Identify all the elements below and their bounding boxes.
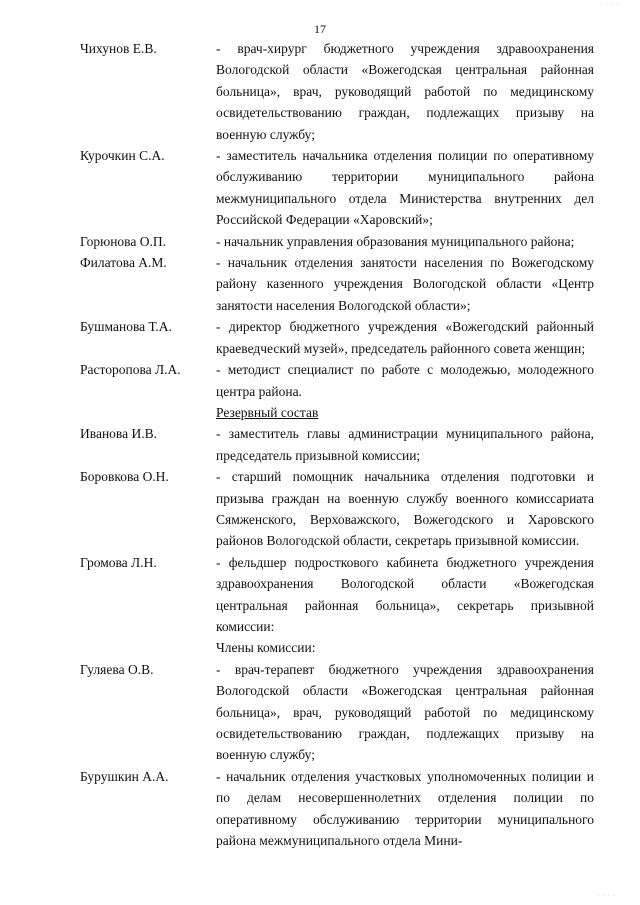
members-composition — [80, 659, 596, 852]
list-entry — [80, 659, 596, 766]
reserve-heading: Резервный состав — [216, 404, 319, 420]
person-role: - заместитель начальника отделения полиции по оперативному обслуживанию территории муниципального района межмуниципального отдела Министерства внутренних дел Российской Федерации «Харовский»; — [216, 148, 594, 228]
list-entry — [80, 145, 596, 231]
list-entry — [80, 466, 596, 552]
list-entry — [80, 252, 596, 316]
person-name: Гуляева О.В. — [80, 661, 154, 677]
person-name: Иванова И.В. — [80, 426, 157, 442]
list-entry — [80, 38, 596, 145]
members-heading: Члены комиссии: — [216, 640, 316, 656]
person-role: - директор бюджетного учреждения «Вожегодский районный краеведческий музей», председатель районного совета женщин; — [216, 319, 594, 356]
person-name: Горюнова О.П. — [80, 233, 166, 249]
list-entry — [80, 359, 596, 402]
person-role: - фельдшер подросткового кабинета бюджетного учреждения здравоохранения Вологодской области «Вожегодская центральная районная больница», секретарь призывной комиссии: — [216, 554, 594, 634]
person-name: Филатова А.М. — [80, 255, 167, 271]
reserve-composition — [80, 423, 596, 637]
list-entry — [80, 316, 596, 359]
main-composition — [80, 38, 596, 402]
person-name: Чихунов Е.В. — [80, 41, 157, 56]
list-entry — [80, 423, 596, 466]
person-role: - начальник отделения участковых уполномоченных полиции и по делам несовершеннолетних отделения полиции по оперативному обслуживанию территории муниципального района межмуниципального отдела Мини- — [216, 768, 594, 849]
page-number: 17 — [314, 22, 326, 36]
list-entry — [80, 552, 596, 638]
person-role: - врач-хирург бюджетного учреждения здравоохранения Вологодской области «Вожегодская центральная районная больница», врач, руководящий работой по медицинскому освидетельствованию граждан, подлежащих призыву на военную службу; — [216, 41, 594, 142]
person-role: - старший помощник начальника отделения подготовки и призыва граждан на военную службу военного комиссариата Сямженского, Верховажского, Вожегодского и Харовского районов Вологодской области, секретарь призывной комиссии. — [216, 469, 594, 549]
list-entry — [80, 231, 596, 252]
person-role: - начальник управления образования муниципального района; — [216, 233, 575, 249]
list-entry — [80, 766, 596, 852]
person-name: Боровкова О.Н. — [80, 469, 169, 485]
person-name: Громова Л.Н. — [80, 554, 157, 570]
person-name: Бурушкин А.А. — [80, 768, 169, 784]
scan-artifact-top: · · · · — [600, 2, 620, 8]
person-name: Расторопова Л.А. — [80, 362, 181, 378]
commission-list — [80, 38, 596, 851]
person-role: - врач-терапевт бюджетного учреждения здравоохранения Вологодской области «Вожегодская центральная районная больница», врач, руководящий работой по медицинскому освидетельствованию граждан, подлежащих призыву на военную службу; — [216, 661, 594, 763]
person-name: Бушманова Т.А. — [80, 319, 172, 335]
person-role: - методист специалист по работе с молодежью, молодежного центра района. — [216, 362, 594, 399]
person-role: - начальник отделения занятости населения по Вожегодскому району казенного учреждения Вологодской области «Центр занятости населения Вологодской области»; — [216, 255, 594, 313]
person-name: Курочкин С.А. — [80, 148, 165, 164]
person-role: - заместитель главы администрации муниципального района, председатель призывной комиссии; — [216, 426, 594, 463]
scan-artifact-bottom: · · · · — [596, 893, 616, 899]
